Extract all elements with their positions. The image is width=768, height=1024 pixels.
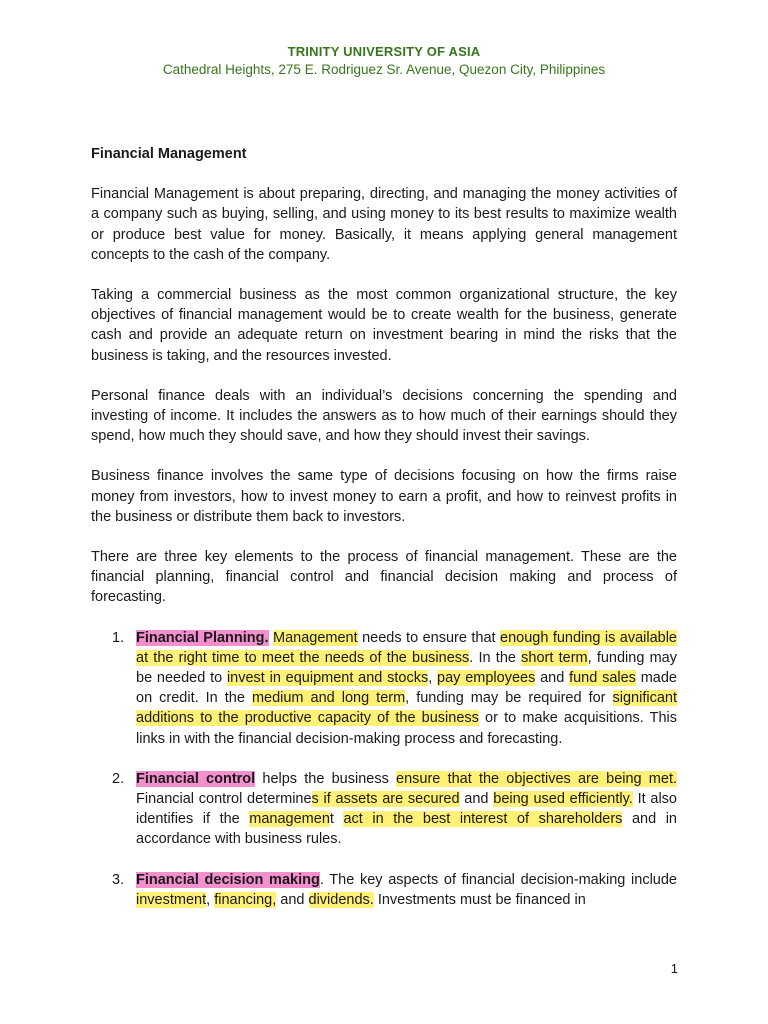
highlighted-text: short term xyxy=(521,649,588,666)
text-run: . In the xyxy=(469,649,522,666)
paragraph: Taking a commercial business as the most common organizational structure, the key objectives of financial management would be to create wealth for the business, generate cash and provide an adequate return on investment bearing in mind the risks that the business is taking, and the resources invested. xyxy=(91,287,677,364)
text-run: , funding may be required for xyxy=(405,690,613,707)
highlighted-text: managemen xyxy=(249,811,330,828)
document-title: Financial Management xyxy=(91,146,247,162)
text-run: , funding may be needed to xyxy=(136,649,677,687)
highlighted-text: financing, xyxy=(214,891,277,908)
paragraph: Business finance involves the same type of decisions focusing on how the firms raise money from investors, how to invest money to earn a profit, and how to reinvest profits in the business or distribute them back to investors. xyxy=(91,468,677,525)
highlighted-text: act in the best interest of shareholders xyxy=(343,811,623,828)
text-run: . The key aspects of financial decision-making include xyxy=(319,871,677,888)
highlighted-heading: Financial Planning. xyxy=(136,629,269,646)
university-name: TRINITY UNIVERSITY OF ASIA xyxy=(287,44,481,59)
list-number: 1. xyxy=(112,629,125,646)
text-run: needs to ensure that xyxy=(357,629,500,646)
highlighted-text: fund sales xyxy=(569,670,636,687)
text-run: and xyxy=(535,670,570,687)
text-run: and xyxy=(276,891,309,908)
highlighted-text: Management xyxy=(273,629,358,646)
text-run: Investments must be financed in xyxy=(373,891,586,908)
text-run: helps the business xyxy=(255,770,397,787)
text-run: made on credit. In the xyxy=(136,670,677,707)
highlighted-text: pay employees xyxy=(437,670,536,687)
text-run: t xyxy=(329,811,344,828)
highlighted-text: being used efficiently. xyxy=(493,791,633,808)
list-number: 2. xyxy=(112,770,125,787)
text-run: or to make acquisitions. This links in with the financial decision-making process and forecasting. xyxy=(136,710,678,747)
highlighted-text: enough funding is available at the right time to meet the needs of the business xyxy=(136,629,678,666)
highlighted-text: medium and long term xyxy=(251,690,406,707)
text-run: and xyxy=(459,791,494,808)
list-item xyxy=(91,870,677,910)
paragraph: There are three key elements to the process of financial management. These are the financial planning, financial control and financial decision making and process of forecasting. xyxy=(91,549,677,606)
list-item xyxy=(91,769,677,850)
text-run: , xyxy=(206,891,215,908)
text-run: It also identifies if the xyxy=(136,791,677,828)
highlighted-text: ensure that the objectives are being met. xyxy=(396,770,677,787)
highlighted-text: dividends. xyxy=(308,891,374,908)
text-run: , xyxy=(428,670,438,687)
document-body xyxy=(91,144,677,930)
paragraph: Financial Management is about preparing, directing, and managing the money activities of a company such as buying, selling, and using money to its best results to maximize wealth or produce best value for money. Basically, it means applying general management concepts to the cash of the company. xyxy=(91,186,677,263)
key-elements-list xyxy=(91,628,677,910)
text-run: Financial control determine xyxy=(136,791,312,808)
list-number: 3. xyxy=(112,871,125,888)
list-item xyxy=(91,628,677,749)
document-header xyxy=(0,44,768,77)
highlighted-text: s if assets are secured xyxy=(311,791,460,808)
page-number: 1 xyxy=(670,961,678,976)
university-address: Cathedral Heights, 275 E. Rodriguez Sr. Avenue, Quezon City, Philippines xyxy=(162,62,606,77)
highlighted-text: investment xyxy=(136,891,207,908)
text-run: and in accordance with business rules. xyxy=(136,811,677,848)
highlighted-text: significant additions to the productive capacity of the business xyxy=(136,690,677,727)
paragraph: Personal finance deals with an individual’s decisions concerning the spending and investing of income. It includes the answers as to how much of their earnings should they spend, how much they should save, and how they should invest their savings. xyxy=(91,387,677,445)
highlighted-text: invest in equipment and stocks xyxy=(226,670,429,687)
highlighted-heading: Financial decision making xyxy=(136,871,320,888)
highlighted-heading: Financial control xyxy=(136,770,256,787)
